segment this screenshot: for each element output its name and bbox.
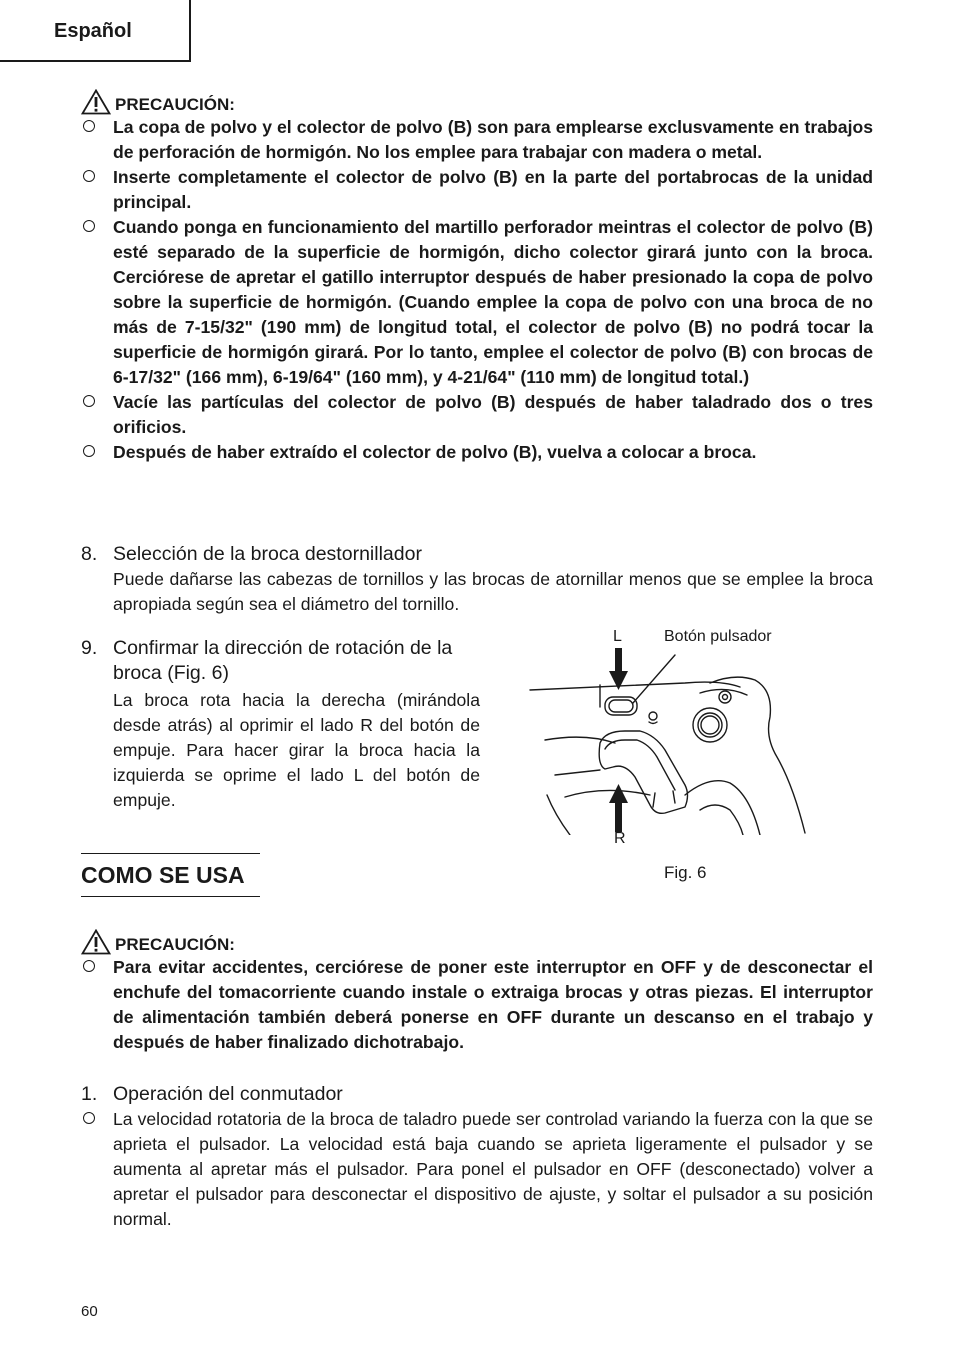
circle-bullet-icon: [83, 960, 95, 972]
caution-item-text: Cuando ponga en funcionamiento del martillo perforador meintras el colector de polvo (B) esté separado de la superficie de hormigón, dicho colector girará junto con la broca. Cerciórese de apretar el gatillo interruptor después de haber presionado la copa de polvo sobre la superficie de hormigón. (Cuando emplee la copa de polvo con una broca de no más de 7-15/32" (190 mm) de longitud total, el colector de polvo (B) no podrá tocar la superficie de hormigón girará. Por lo tanto, emplee el colector de polvo (B) con brocas de 6-17/32" (166 mm), 6-19/64" (160 mm), y 4-21/64" (110 mm) de longitud total.): [113, 217, 873, 387]
caution-item-text: Inserte completamente el colector de polvo (B) en la parte del portabrocas de la unidad principal.: [113, 167, 873, 212]
circle-bullet-icon: [83, 120, 95, 132]
figure-label-button: Botón pulsador: [664, 628, 772, 645]
section-title-como-se-usa: [81, 853, 260, 897]
caution-item-text: Para evitar accidentes, cerciórese de poner este interruptor en OFF y de desconectar el enchufe del tomacorriente cuando instale o extraiga brocas y otras piezas. El interruptor de alimentación también deberá ponerse en OFF durante un descanso en el trabajo y después de haber finalizado dichotrabajo.: [113, 957, 873, 1052]
section-heading: [81, 1082, 873, 1107]
warning-icon: [81, 89, 111, 115]
circle-bullet-icon: [83, 445, 95, 457]
language-tab: [0, 0, 191, 62]
caution-item: [81, 165, 873, 215]
usage-title: COMO SE USA: [81, 861, 245, 888]
section-body: Puede dañarse las cabezas de tornillos y las brocas de atornillar menos que se emplee la broca apropiada según sea el diámetro del tornillo.: [113, 569, 873, 614]
section-item: [81, 1107, 873, 1232]
section-title: Operación del conmutador: [113, 1083, 343, 1105]
section-title: Selección de la broca destornillador: [113, 543, 422, 565]
section-body: La broca rota hacia la derecha (mirándola desde atrás) al oprimir el lado R del botón de empuje. Para hacer girar la broca hacia la izquierda se oprime el lado L del botón de empuje.: [113, 690, 480, 810]
language-label: Español: [54, 20, 132, 42]
section-title: Confirmar la dirección de rotación de la broca (Fig. 6): [113, 637, 453, 684]
figure-label-l: L: [613, 628, 622, 645]
section-8: [81, 542, 873, 617]
caution-item: [81, 215, 873, 390]
section-number: 1.: [81, 1083, 98, 1105]
caution-title: PRECAUCIÓN:: [115, 935, 235, 954]
caution-block-1: [81, 89, 873, 465]
caution-block-2: [81, 929, 873, 1055]
section-heading: [81, 542, 873, 567]
caution-heading-1: [81, 89, 873, 115]
caution-item-text: Vacíe las partículas del colector de polvo (B) después de haber taladrado dos o tres orificios.: [113, 392, 873, 437]
section-number: 9.: [81, 637, 98, 659]
circle-bullet-icon: [83, 1112, 95, 1124]
caution-item-text: La copa de polvo y el colector de polvo (B) son para emplearse exclusvamente en trabajos de perforación de hormigón. No los emplee para trabajar con madera o metal.: [113, 117, 873, 162]
figure-label-r: R: [614, 830, 626, 847]
page-number: 60: [81, 1303, 98, 1320]
section-item-text: La velocidad rotatoria de la broca de taladro puede ser controlad variando la fuerza con la que se aprieta el pulsador. La velocidad está baja cuando se aprieta ligeramente el pulsador y se aumenta al apretar más el pulsador. Para ponel el pulsador en OFF (desconectado) volver a apretar el pulsador para desconectar el dispositivo de ajuste, y soltar el pulsador a su posición normal.: [113, 1109, 873, 1229]
caution-item-text: Después de haber extraído el colector de polvo (B), vuelva a colocar a broca.: [113, 442, 757, 462]
caution-item: [81, 115, 873, 165]
section-9: [81, 636, 480, 813]
caution-title: PRECAUCIÓN:: [115, 95, 235, 114]
circle-bullet-icon: [83, 220, 95, 232]
warning-icon: [81, 929, 111, 955]
figure-caption: Fig. 6: [664, 863, 707, 882]
caution-item: [81, 955, 873, 1055]
section-number: 8.: [81, 543, 98, 565]
caution-heading-2: [81, 929, 873, 955]
drill-switch-illustration: [525, 645, 815, 835]
caution-item: [81, 390, 873, 440]
circle-bullet-icon: [83, 395, 95, 407]
section-heading: [81, 636, 480, 686]
circle-bullet-icon: [83, 170, 95, 182]
caution-item: [81, 440, 873, 465]
section-1: [81, 1082, 873, 1232]
